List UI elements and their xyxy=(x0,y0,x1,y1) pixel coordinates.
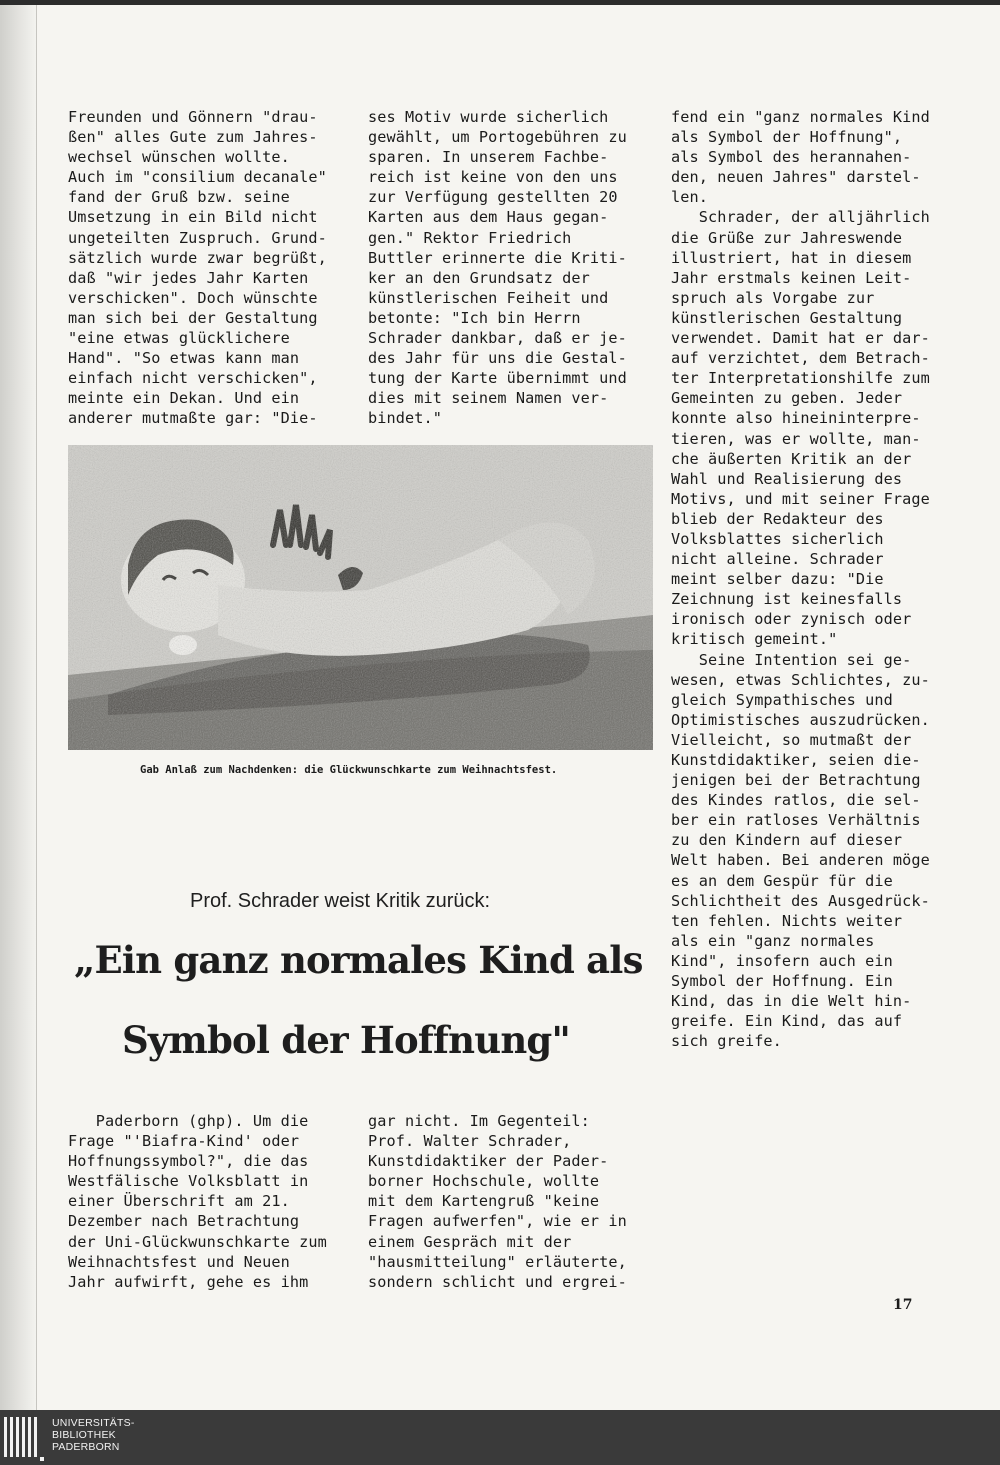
text-line: tieren, was er wollte, man- xyxy=(671,429,921,448)
text-line: gleich Sympathisches und xyxy=(671,690,893,709)
text-line: Kind, das in die Welt hin- xyxy=(671,992,912,1011)
text-line: tung der Karte übernimmt und xyxy=(368,369,627,388)
text-line: der Uni-Glückwunschkarte zum xyxy=(68,1232,327,1251)
text-line: den, neuen Jahres" darstel- xyxy=(671,168,921,187)
text-line: nicht alleine. Schrader xyxy=(671,550,884,569)
text-line: "eine etwas glücklichere xyxy=(68,329,290,348)
text-line: "hausmitteilung" erläuterte, xyxy=(368,1252,627,1271)
text-line: daß "wir jedes Jahr Karten xyxy=(68,268,309,287)
text-line: Freunden und Gönnern "drau- xyxy=(68,108,318,126)
text-line: blieb der Redakteur des xyxy=(671,509,884,528)
text-column-bottom-middle xyxy=(368,1111,627,1292)
text-line: die Grüße zur Jahreswende xyxy=(671,228,903,247)
text-line: anderer mutmaßte gar: "Die- xyxy=(68,409,318,428)
text-line: ßen" alles Gute zum Jahres- xyxy=(68,128,318,147)
text-column-top-middle xyxy=(368,107,627,429)
text-line: zur Verfügung gestellten 20 xyxy=(368,188,618,207)
text-line: man sich bei der Gestaltung xyxy=(68,308,318,327)
text-line: mit dem Kartengruß "keine xyxy=(368,1192,600,1211)
text-line: Gemeinten zu geben. Jeder xyxy=(671,389,903,408)
text-line: Kunstdidaktiker, seien die- xyxy=(671,751,921,769)
text-line: meinte ein Dekan. Und ein xyxy=(68,389,300,408)
text-line: verwendet. Damit hat er dar- xyxy=(671,329,930,348)
text-line: dies mit seinem Namen ver- xyxy=(368,389,609,408)
text-line: einem Gespräch mit der xyxy=(368,1232,572,1251)
text-line: als Symbol der Hoffnung", xyxy=(671,128,903,147)
text-line: zu den Kindern auf dieser xyxy=(671,831,903,850)
text-line: ten fehlen. Nichts weiter xyxy=(671,911,903,930)
text-line: ber ein ratloses Verhältnis xyxy=(671,811,921,830)
text-line: Jahr aufwirft, gehe es ihm xyxy=(68,1272,309,1291)
text-line: Optimistisches auszudrücken. xyxy=(671,710,930,729)
text-line: ter Interpretationshilfe zum xyxy=(671,369,930,388)
text-line: illustriert, hat in diesem xyxy=(671,248,912,267)
text-line: sparen. In unserem Fachbe- xyxy=(368,148,609,167)
text-line: Hand". "So etwas kann man xyxy=(68,349,300,368)
text-line: fand der Gruß bzw. seine xyxy=(68,188,290,207)
text-column-bottom-left xyxy=(68,1111,327,1292)
text-line: Seine Intention sei ge- xyxy=(671,650,912,669)
text-line: Buttler erinnerte die Kriti- xyxy=(368,248,627,267)
text-line: ironisch oder zynisch oder xyxy=(671,610,912,629)
text-column-top-left xyxy=(68,107,327,429)
headline-line-1: „Ein ganz normales Kind als xyxy=(74,938,643,982)
library-name-line: BIBLIOTHEK xyxy=(52,1429,116,1441)
text-line: reich ist keine von den uns xyxy=(368,168,618,187)
library-footer-bar xyxy=(0,1410,1000,1465)
text-line: konnte also hineininterpre- xyxy=(671,409,921,428)
text-line: meint selber dazu: "Die xyxy=(671,570,884,589)
text-line: Hoffnungssymbol?", die das xyxy=(68,1152,309,1171)
text-line: Umsetzung in ein Bild nicht xyxy=(68,208,318,227)
text-line: gar nicht. Im Gegenteil: xyxy=(368,1112,590,1130)
text-line: es an dem Gespür für die xyxy=(671,871,893,890)
text-line: gen." Rektor Friedrich xyxy=(368,228,572,247)
text-line: Prof. Walter Schrader, xyxy=(368,1132,572,1151)
library-logo-icon xyxy=(4,1417,46,1465)
text-line: Jahr erstmals keinen Leit- xyxy=(671,268,912,287)
text-line: Frage "'Biafra-Kind' oder xyxy=(68,1132,300,1151)
text-line: len. xyxy=(671,188,708,207)
page-binding-edge xyxy=(0,0,37,1410)
text-line: Zeichnung ist keinesfalls xyxy=(671,590,903,609)
text-line: spruch als Vorgabe zur xyxy=(671,288,875,307)
page-number: 17 xyxy=(893,1297,913,1313)
text-line: Schrader dankbar, daß er je- xyxy=(368,329,627,348)
text-line: Schlichtheit des Ausgedrück- xyxy=(671,891,930,910)
text-line: verschicken". Doch wünschte xyxy=(68,288,318,307)
text-line: Paderborn (ghp). Um die xyxy=(68,1112,309,1130)
library-name-line: UNIVERSITÄTS- xyxy=(52,1417,135,1429)
photo-caption: Gab Anlaß zum Nachdenken: die Glückwunschkarte zum Weihnachtsfest. xyxy=(140,764,558,776)
text-line: Motivs, und mit seiner Frage xyxy=(671,489,930,508)
text-line: des Jahr für uns die Gestal- xyxy=(368,349,627,368)
text-line: ungeteilten Zuspruch. Grund- xyxy=(68,228,327,247)
text-line: Volksblattes sicherlich xyxy=(671,529,884,548)
text-line: als Symbol des herannahen- xyxy=(671,148,912,167)
text-line: einfach nicht verschicken", xyxy=(68,369,318,388)
text-line: als ein "ganz normales xyxy=(671,931,875,950)
text-line: sätzlich wurde zwar begrüßt, xyxy=(68,248,327,267)
text-line: betonte: "Ich bin Herrn xyxy=(368,308,581,327)
text-line: Weihnachtsfest und Neuen xyxy=(68,1252,290,1271)
library-name xyxy=(52,1417,135,1453)
text-line: Wahl und Realisierung des xyxy=(671,469,903,488)
text-line: Dezember nach Betrachtung xyxy=(68,1212,300,1231)
text-line: sich greife. xyxy=(671,1032,782,1051)
article-kicker: Prof. Schrader weist Kritik zurück: xyxy=(190,890,491,912)
text-line: greife. Ein Kind, das auf xyxy=(671,1012,903,1031)
text-line: bindet." xyxy=(368,409,442,428)
text-line: wesen, etwas Schlichtes, zu- xyxy=(671,670,930,689)
text-line: Symbol der Hoffnung. Ein xyxy=(671,972,893,991)
text-line: ker an den Grundsatz der xyxy=(368,268,590,287)
text-line: fend ein "ganz normales Kind xyxy=(671,108,930,126)
headline-line-2: Symbol der Hoffnung" xyxy=(122,1018,570,1062)
text-line: Westfälische Volksblatt in xyxy=(68,1172,309,1191)
text-line: auf verzichtet, dem Betrach- xyxy=(671,349,930,368)
text-line: wechsel wünschen wollte. xyxy=(68,148,290,167)
text-line: künstlerischen Gestaltung xyxy=(671,308,903,327)
text-line: Karten aus dem Haus gegan- xyxy=(368,208,609,227)
library-name-line: PADERBORN xyxy=(52,1441,120,1453)
greeting-card-photo xyxy=(68,445,653,750)
text-line: Kind", insofern auch ein xyxy=(671,951,893,970)
text-line: Schrader, der alljährlich xyxy=(671,208,930,227)
text-line: Auch im "consilium decanale" xyxy=(68,168,327,187)
text-line: einer Überschrift am 21. xyxy=(68,1192,290,1211)
text-line: che äußerten Kritik an der xyxy=(671,449,912,468)
text-line: Kunstdidaktiker der Pader- xyxy=(368,1152,609,1171)
text-column-right xyxy=(671,107,930,1051)
text-line: Fragen aufwerfen", wie er in xyxy=(368,1212,627,1231)
text-line: kritisch gemeint." xyxy=(671,630,838,649)
text-line: gewählt, um Portogebühren zu xyxy=(368,128,627,147)
text-line: Welt haben. Bei anderen möge xyxy=(671,851,930,870)
text-line: jenigen bei der Betrachtung xyxy=(671,771,921,790)
text-line: künstlerischen Feiheit und xyxy=(368,288,609,307)
text-line: des Kindes ratlos, die sel- xyxy=(671,791,921,810)
text-line: borner Hochschule, wollte xyxy=(368,1172,600,1191)
text-line: Vielleicht, so mutmaßt der xyxy=(671,730,912,749)
text-line: ses Motiv wurde sicherlich xyxy=(368,108,609,126)
text-line: sondern schlicht und ergrei- xyxy=(368,1272,627,1291)
